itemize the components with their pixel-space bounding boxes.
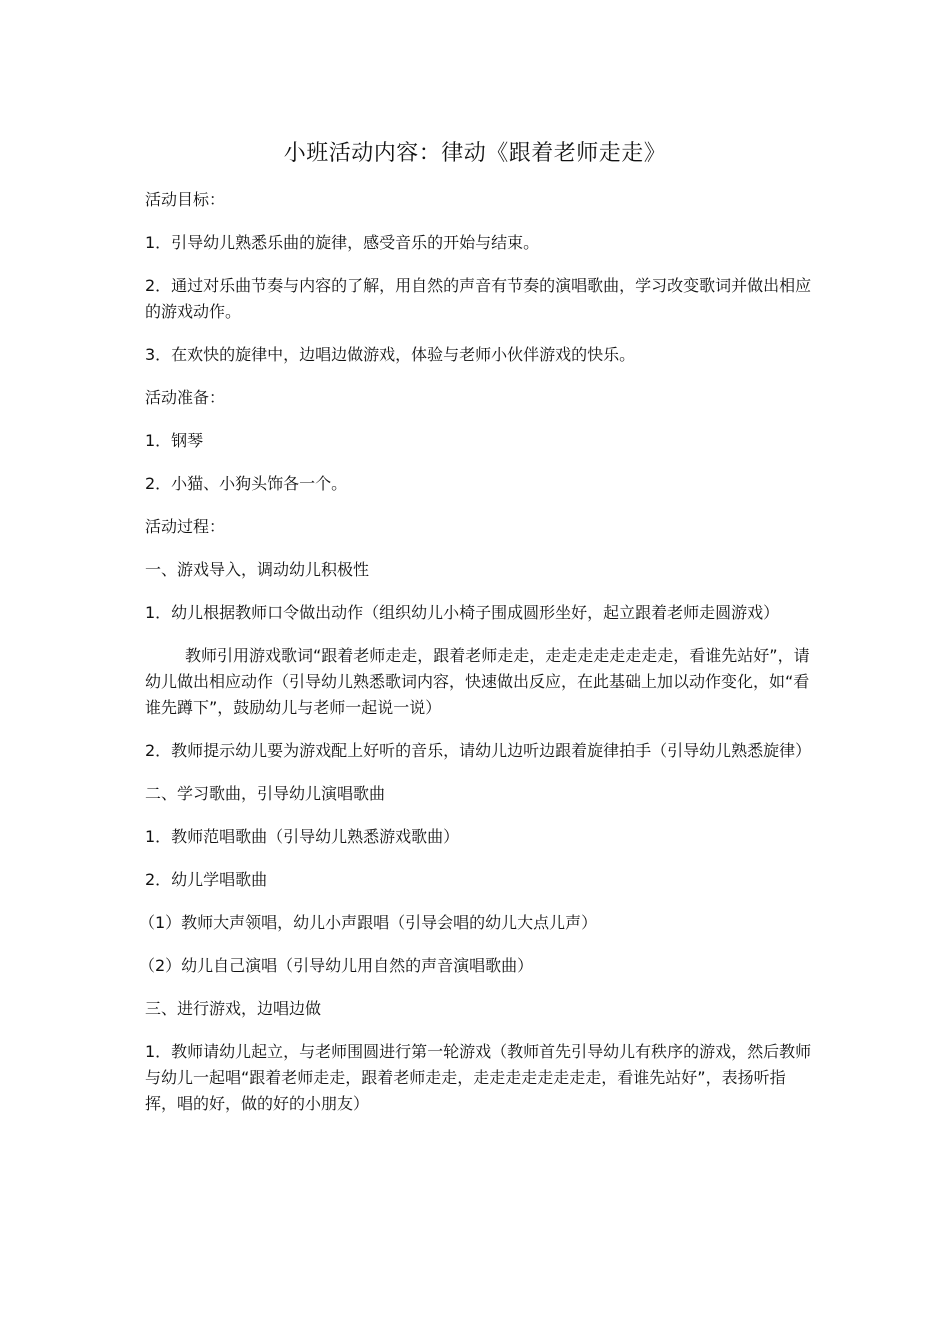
process-step-3-heading: 三、进行游戏，边唱边做 xyxy=(145,999,322,1018)
goal-item-3: 3．在欢快的旋律中，边唱边做游戏，体验与老师小伙伴游戏的快乐。 xyxy=(145,345,636,364)
process-step-2-subitem-2: （2）幼儿自己演唱（引导幼儿用自然的声音演唱歌曲） xyxy=(139,956,534,975)
process-step-1-heading: 一、游戏导入，调动幼儿积极性 xyxy=(145,560,370,579)
process-step-1-note: 教师引用游戏歌词“跟着老师走走，跟着老师走走，走走走走走走走走，看谁先站好”，请幼儿做出相应动作（引导幼儿熟悉歌词内容，快速做出反应，在此基础上加以动作变化，如“看谁先蹲下”，鼓励幼儿与老师一起说一说） xyxy=(145,646,810,717)
process-step-2-subitem-1: （1）教师大声领唱，幼儿小声跟唱（引导会唱的幼儿大点儿声） xyxy=(139,913,598,932)
preparation-item-2: 2．小猫、小狗头饰各一个。 xyxy=(145,474,348,493)
section-heading-preparation: 活动准备： xyxy=(145,388,226,407)
preparation-item-1: 1．钢琴 xyxy=(145,431,204,450)
section-heading-process: 活动过程： xyxy=(145,517,226,536)
process-step-2-item-1: 1．教师范唱歌曲（引导幼儿熟悉游戏歌曲） xyxy=(145,827,460,846)
goal-item-1: 1．引导幼儿熟悉乐曲的旋律，感受音乐的开始与结束。 xyxy=(145,233,540,252)
goal-item-2: 2．通过对乐曲节奏与内容的了解，用自然的声音有节奏的演唱歌曲，学习改变歌词并做出相应的游戏动作。 xyxy=(145,276,812,321)
section-heading-goals: 活动目标： xyxy=(145,190,226,209)
process-step-1-item-2: 2．教师提示幼儿要为游戏配上好听的音乐，请幼儿边听边跟着旋律拍手（引导幼儿熟悉旋律） xyxy=(145,741,812,760)
process-step-2-heading: 二、学习歌曲，引导幼儿演唱歌曲 xyxy=(145,784,386,803)
document-title: 小班活动内容：律动《跟着老师走走》 xyxy=(283,141,667,166)
process-step-2-item-2: 2．幼儿学唱歌曲 xyxy=(145,870,268,889)
process-step-3-item-1: 1．教师请幼儿起立，与老师围圆进行第一轮游戏（教师首先引导幼儿有秩序的游戏，然后教师与幼儿一起唱“跟着老师走走，跟着老师走走，走走走走走走走走，看谁先站好”，表扬听指挥，唱的好，做的好的小朋友） xyxy=(145,1042,812,1113)
document-body xyxy=(139,187,815,1134)
process-step-1-item-1: 1．幼儿根据教师口令做出动作（组织幼儿小椅子围成圆形坐好，起立跟着老师走圆游戏） xyxy=(145,603,780,622)
